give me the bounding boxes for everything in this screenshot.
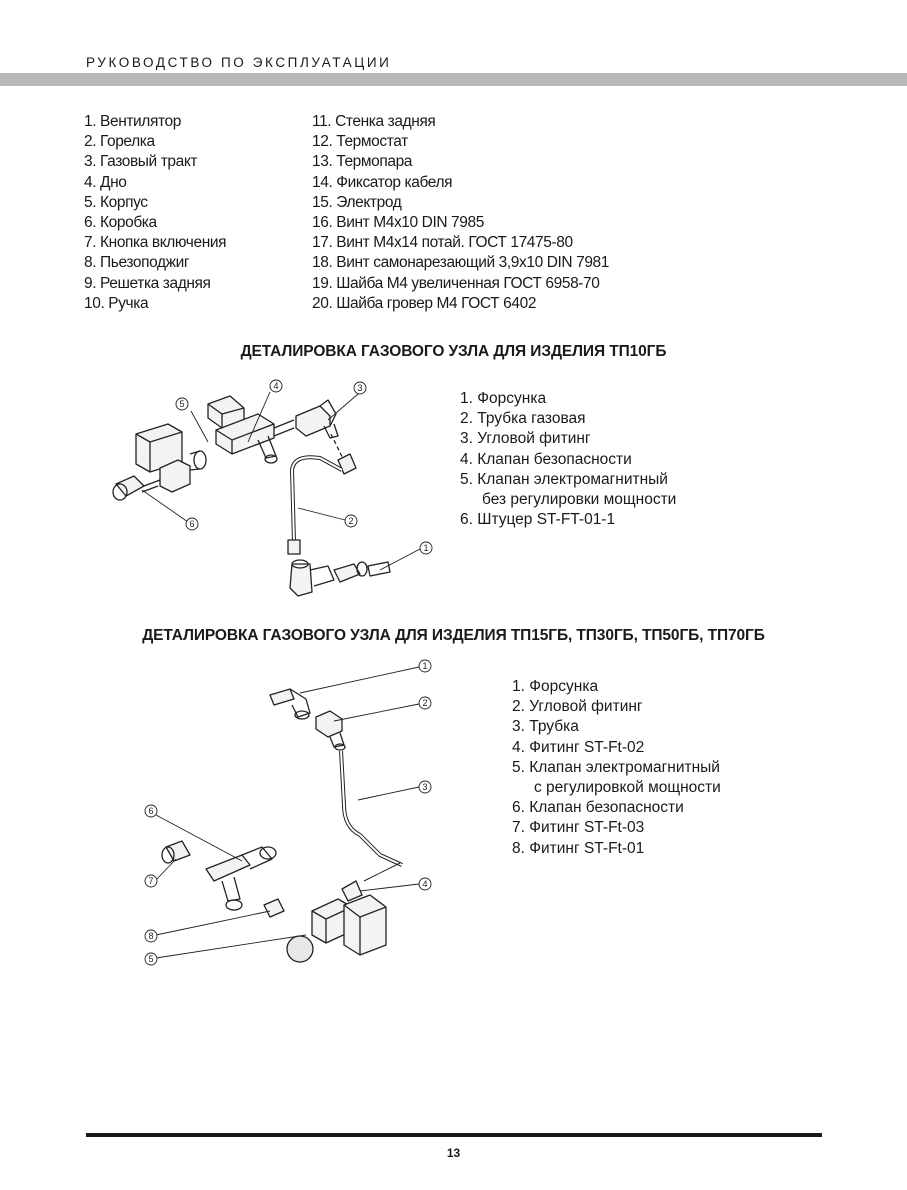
nozzle-drawing xyxy=(290,560,390,596)
callout-label: 1 xyxy=(422,661,428,671)
solenoid-valve-drawing xyxy=(136,424,206,492)
legend-item: 8. Фитинг ST-Ft-01 xyxy=(512,839,645,857)
solenoid-valve-drawing xyxy=(287,895,386,962)
running-header: РУКОВОДСТВО ПО ЭКСПЛУАТАЦИИ xyxy=(86,55,392,70)
callout-label: 1 xyxy=(423,543,429,553)
callout-label: 7 xyxy=(148,876,154,886)
gas-assembly-diagram-tp15gb-tp70gb xyxy=(130,655,440,975)
callout-label: 2 xyxy=(348,516,354,526)
callout-label: 2 xyxy=(422,698,428,708)
nozzle-drawing xyxy=(270,689,310,719)
section-title-tp15gb-tp70gb: ДЕТАЛИРОВКА ГАЗОВОГО УЗЛА ДЛЯ ИЗДЕЛИЯ ТП15ГБ, ТП30ГБ, ТП50ГБ, ТП70ГБ xyxy=(142,627,765,644)
parts-list-item: 20. Шайба гровер М4 ГОСТ 6402 xyxy=(312,294,537,312)
legend-item: 1. Форсунка xyxy=(460,390,547,407)
callout-label: 4 xyxy=(273,381,279,391)
parts-list-column-2 xyxy=(312,112,609,314)
legend-item: 5. Клапан электромагнитный xyxy=(512,758,720,776)
parts-list-item: 9. Решетка задняя xyxy=(84,274,211,292)
parts-list-item: 16. Винт М4х10 DIN 7985 xyxy=(312,214,484,232)
callout-label: 5 xyxy=(179,399,185,409)
legend-item: 4. Клапан безопасности xyxy=(460,450,632,468)
callout-label: 8 xyxy=(148,931,154,941)
parts-list-item: 17. Винт М4х14 потай. ГОСТ 17475-80 xyxy=(312,234,573,252)
legend-item: 3. Трубка xyxy=(512,718,579,736)
legend-item: 2. Трубка газовая xyxy=(460,410,586,428)
parts-list-item: 10. Ручка xyxy=(84,294,149,312)
legend-item-continuation: с регулировкой мощности xyxy=(534,779,721,797)
callout-label: 3 xyxy=(422,782,428,792)
legend-item: 6. Клапан безопасности xyxy=(512,799,684,817)
legend-item-continuation: без регулировки мощности xyxy=(482,491,677,509)
parts-list-item: 15. Электрод xyxy=(312,193,402,211)
header-band xyxy=(0,73,907,86)
legend-item: 1. Форсунка xyxy=(512,678,599,695)
safety-valve-drawing xyxy=(206,847,276,910)
parts-list-item: 11. Стенка задняя xyxy=(312,113,436,130)
parts-list-item: 1. Вентилятор xyxy=(84,113,181,130)
parts-list-item: 4. Дно xyxy=(84,173,127,191)
callout-label: 4 xyxy=(422,879,428,889)
legend-item: 5. Клапан электромагнитный xyxy=(460,470,668,488)
legend-tp10gb xyxy=(460,389,676,530)
legend-item: 2. Угловой фитинг xyxy=(512,698,643,716)
parts-list-item: 13. Термопара xyxy=(312,153,413,171)
parts-list-item: 5. Корпус xyxy=(84,193,148,211)
safety-valve-drawing xyxy=(208,396,294,463)
callout-label: 3 xyxy=(357,383,363,393)
legend-item: 7. Фитинг ST-Ft-03 xyxy=(512,819,645,837)
parts-list-item: 2. Горелка xyxy=(84,133,155,151)
angle-fitting-drawing xyxy=(296,400,338,438)
legend-item: 3. Угловой фитинг xyxy=(460,430,591,448)
legend-item: 4. Фитинг ST-Ft-02 xyxy=(512,738,645,756)
parts-list-item: 12. Термостат xyxy=(312,133,408,151)
legend-tp15gb-tp70gb xyxy=(512,677,721,859)
callout-label: 6 xyxy=(148,806,154,816)
parts-list-column-1 xyxy=(84,112,226,314)
parts-list-item: 7. Кнопка включения xyxy=(84,234,227,252)
parts-list-item: 8. Пьезоподжиг xyxy=(84,254,190,272)
legend-item: 6. Штуцер ST-FT-01-1 xyxy=(460,511,616,529)
gas-assembly-diagram-tp10gb xyxy=(98,374,438,604)
parts-list-item: 14. Фиксатор кабеля xyxy=(312,173,453,191)
parts-list-item: 18. Винт самонарезающий 3,9х10 DIN 7981 xyxy=(312,254,609,272)
parts-list-item: 6. Коробка xyxy=(84,214,157,232)
parts-list-item: 3. Газовый тракт xyxy=(84,153,198,171)
angle-fitting-drawing xyxy=(316,711,345,750)
callout-label: 6 xyxy=(189,519,195,529)
footer-rule xyxy=(86,1133,822,1137)
section-title-tp10gb: ДЕТАЛИРОВКА ГАЗОВОГО УЗЛА ДЛЯ ИЗДЕЛИЯ ТП10ГБ xyxy=(240,343,667,360)
callout-label: 5 xyxy=(148,954,154,964)
page-number: 13 xyxy=(446,1146,461,1160)
union-fitting-drawing xyxy=(113,476,160,500)
parts-list-item: 19. Шайба М4 увеличенная ГОСТ 6958-70 xyxy=(312,274,600,292)
